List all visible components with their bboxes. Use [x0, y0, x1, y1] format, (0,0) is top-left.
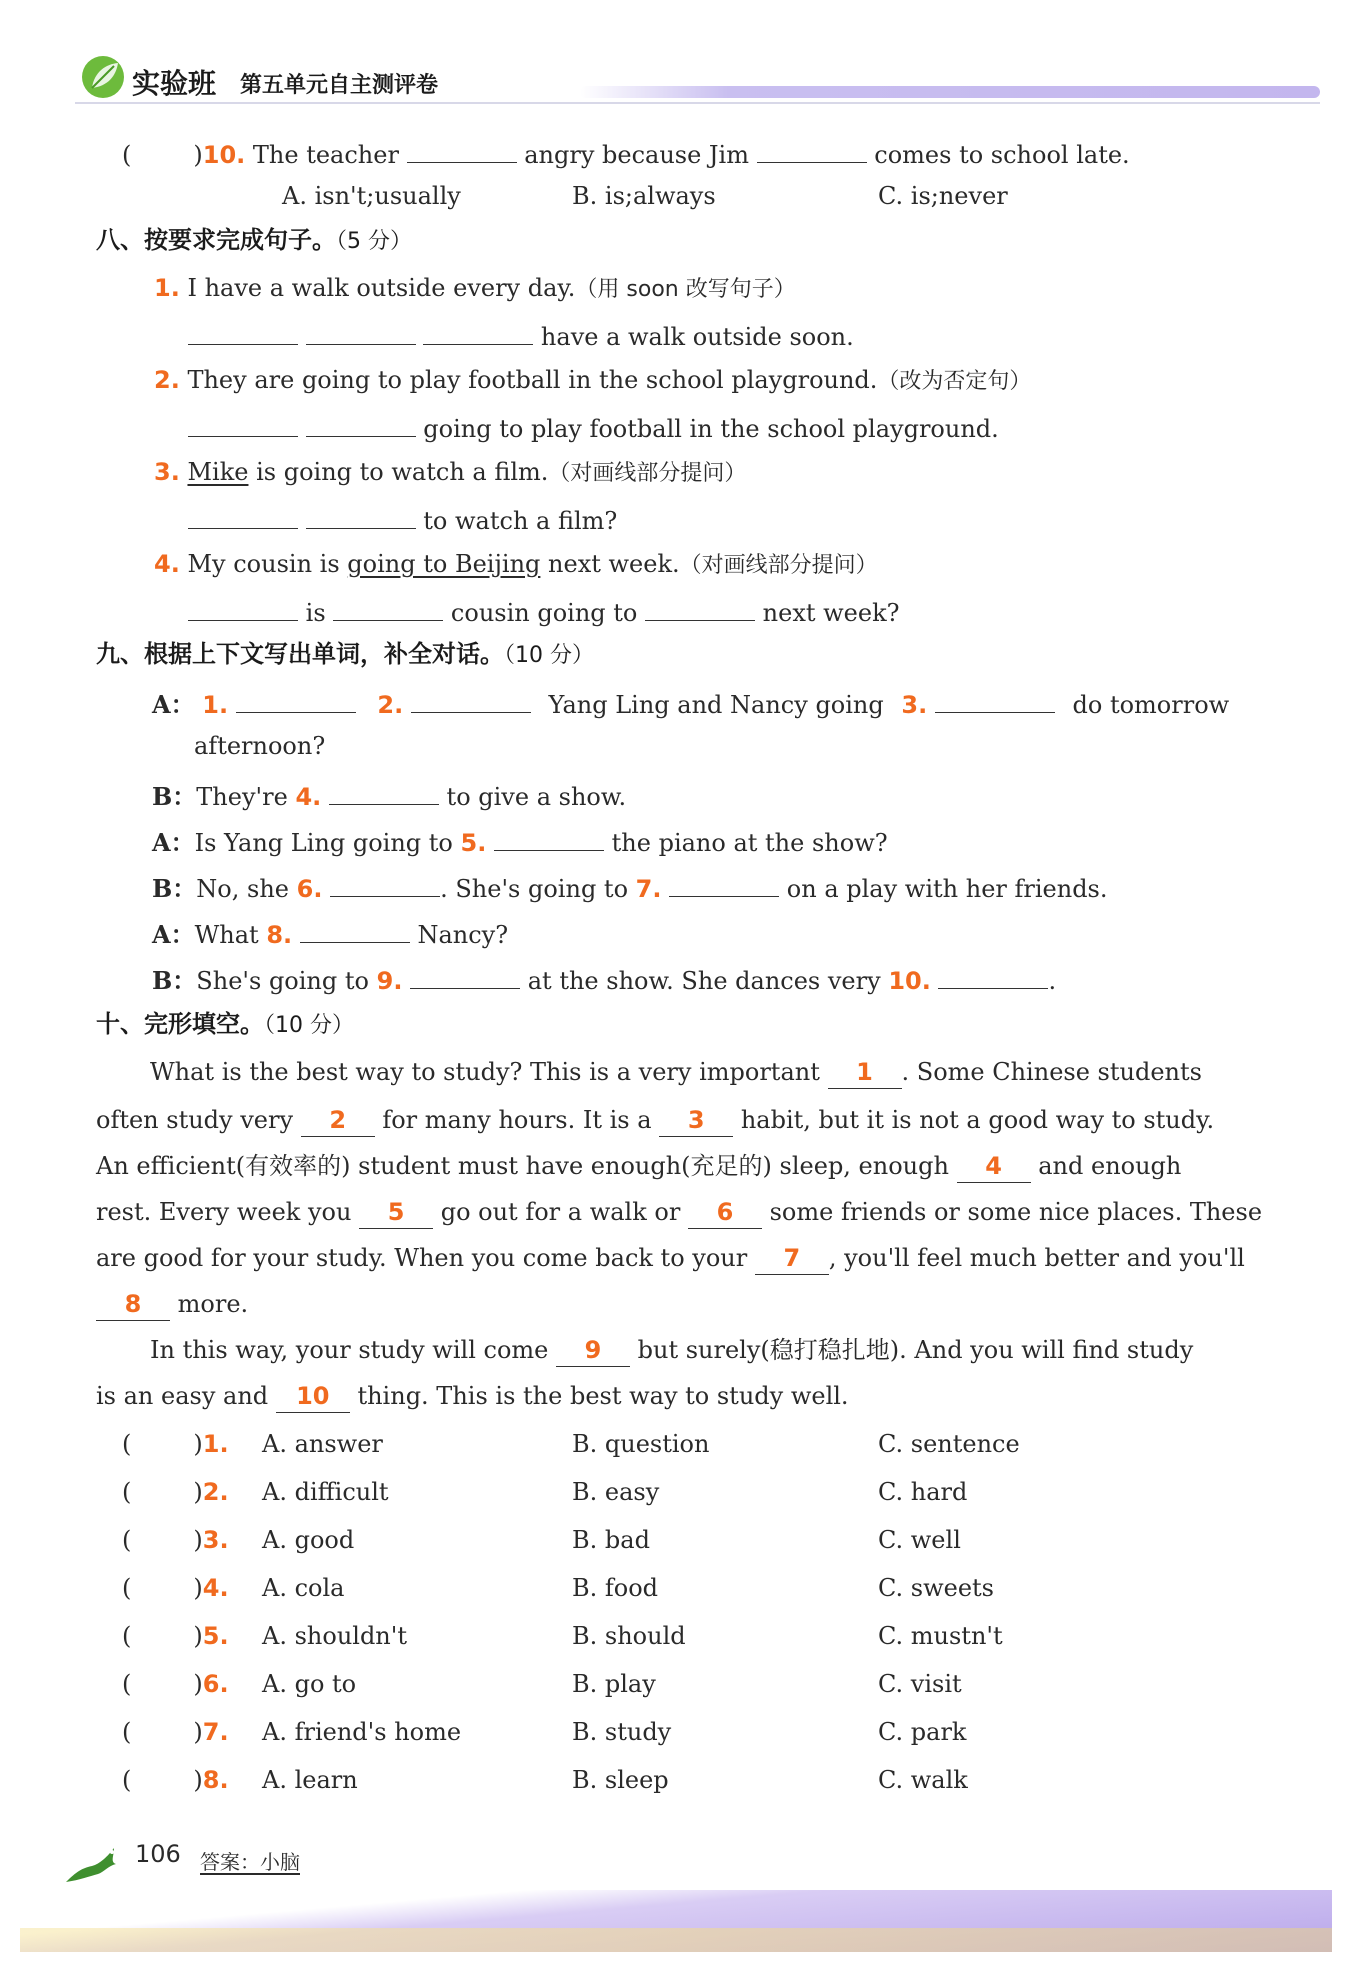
cloze-blank[interactable]: [688, 1196, 762, 1229]
cloze-line-1: [150, 1056, 1202, 1089]
cloze-blank[interactable]: [659, 1104, 733, 1137]
blank-number: 3.: [901, 691, 928, 719]
choice-number: 4.: [202, 1574, 229, 1602]
passage-text: often study very: [96, 1106, 294, 1134]
blank-number: 5.: [460, 829, 487, 857]
passage-text: What is the best way to study? This is a very important: [150, 1058, 820, 1086]
passage-text: for many hours. It is a: [382, 1106, 652, 1134]
cloze-line-7: [150, 1334, 1193, 1367]
cloze-blank[interactable]: [301, 1104, 375, 1137]
answer-blank[interactable]: [669, 870, 779, 897]
option-a[interactable]: A. go to: [262, 1670, 357, 1698]
passage-text: is an easy and: [96, 1382, 269, 1410]
item-number: 4.: [154, 550, 180, 578]
option-b[interactable]: B. should: [572, 1622, 686, 1650]
answer-blank[interactable]: [423, 318, 533, 345]
answer-blank[interactable]: [411, 686, 531, 713]
blank-number: 9: [584, 1336, 602, 1364]
dialog-text: Nancy?: [417, 921, 509, 949]
worksheet-page: [20, 0, 1332, 1975]
s8-item-1: [154, 272, 796, 306]
option-b[interactable]: B. study: [572, 1718, 672, 1746]
option-b[interactable]: B. question: [572, 1430, 710, 1458]
blank-number: 7.: [635, 875, 662, 903]
item-text: is going to watch a film.: [248, 458, 549, 486]
speaker-label: B：: [152, 874, 197, 903]
question-number: 10.: [202, 141, 246, 169]
passage-text: and enough: [1038, 1152, 1182, 1180]
dialog-text: the piano at the show?: [611, 829, 888, 857]
answer-blank[interactable]: [188, 502, 298, 529]
answer-blank[interactable]: [938, 962, 1048, 989]
choice-number: 3.: [202, 1526, 229, 1554]
stem-text: The teacher: [252, 141, 399, 169]
choice-row-1: ( )1.: [122, 1430, 229, 1458]
cloze-blank[interactable]: [276, 1380, 350, 1413]
dialog-line-4: [152, 870, 1108, 905]
option-c[interactable]: C. mustn't: [878, 1622, 1003, 1650]
question-10: [122, 136, 1130, 171]
dialog-line-1-cont: afternoon?: [194, 732, 326, 760]
dialog-text: to give a show.: [446, 783, 627, 811]
blank-number: 2: [329, 1106, 347, 1134]
cloze-blank[interactable]: [556, 1334, 630, 1367]
dialog-line-6: [152, 962, 1056, 997]
answer-blank[interactable]: [188, 594, 298, 621]
cloze-blank[interactable]: [96, 1288, 170, 1321]
page-number: 106: [135, 1840, 181, 1868]
blank-number: 10: [296, 1382, 330, 1410]
choice-row-3: ( )3.: [122, 1526, 229, 1554]
choice-number: 5.: [202, 1622, 229, 1650]
blank-number: 4.: [295, 783, 322, 811]
option-a: A. isn't;usually: [282, 182, 461, 210]
choice-row-7: ( )7.: [122, 1718, 229, 1746]
answer-word: cousin going to: [450, 599, 638, 627]
footer-decoration-stripe: [20, 1928, 1332, 1952]
passage-text: habit, but it is not a good way to study.: [740, 1106, 1215, 1134]
passage-text: rest. Every week you: [96, 1198, 352, 1226]
choice-number: 1.: [202, 1430, 229, 1458]
item-text: They are going to play football in the school playground.: [187, 366, 878, 394]
item-text: My cousin is: [187, 550, 348, 578]
answer-blank[interactable]: [306, 502, 416, 529]
option-a[interactable]: A. cola: [262, 1574, 345, 1602]
passage-text: are good for your study. When you come back to your: [96, 1244, 748, 1272]
blank-number: 3: [687, 1106, 705, 1134]
cloze-line-5: [96, 1242, 1245, 1275]
stem-text: angry because Jim: [524, 141, 749, 169]
section-score: （10 分）: [264, 1013, 354, 1038]
choice-row-8: ( )8.: [122, 1766, 229, 1794]
answer-blank[interactable]: [329, 778, 439, 805]
choice-row-2: ( )2.: [122, 1478, 229, 1506]
answer-blank[interactable]: [645, 594, 755, 621]
blank-number: 6.: [296, 875, 323, 903]
choice-row-6: ( )6.: [122, 1670, 229, 1698]
answer-blank[interactable]: [757, 136, 867, 163]
brand-title: 实验班: [132, 67, 217, 100]
blank-number: 5: [387, 1198, 405, 1226]
option-a[interactable]: A. good: [262, 1526, 355, 1554]
blank-number: 4: [985, 1152, 1002, 1180]
option-c[interactable]: C. hard: [878, 1478, 968, 1506]
blank-number: 8: [124, 1290, 142, 1318]
option-a[interactable]: A. learn: [262, 1766, 358, 1794]
passage-text: In this way, your study will come: [150, 1336, 549, 1364]
passage-text: An efficient(有效率的) student must have enough(充足的) sleep, enough: [96, 1152, 949, 1180]
answer-tail: to watch a film?: [423, 507, 618, 535]
dialog-line-2: [152, 778, 626, 813]
dialog-text: .: [1048, 967, 1057, 995]
cloze-blank[interactable]: [828, 1056, 902, 1089]
answer-word: is: [305, 599, 326, 627]
blank-number: 7: [783, 1244, 801, 1272]
option-c[interactable]: C. sweets: [878, 1574, 994, 1602]
option-b[interactable]: B. bad: [572, 1526, 650, 1554]
passage-text: some friends or some nice places. These: [769, 1198, 1263, 1226]
cloze-line-8: [96, 1380, 849, 1413]
option-b[interactable]: B. play: [572, 1670, 656, 1698]
choice-number: 8.: [202, 1766, 229, 1794]
choice-number: 2.: [202, 1478, 229, 1506]
answer-paren-close: ): [193, 141, 203, 169]
section-8-heading: [96, 224, 412, 258]
s8-item-4: [154, 548, 878, 582]
answer-blank[interactable]: [494, 824, 604, 851]
s8-item-2: [154, 364, 1031, 398]
item-number: 1.: [154, 274, 180, 302]
answer-blank[interactable]: [410, 962, 520, 989]
dialog-text: What: [194, 921, 259, 949]
option-c[interactable]: C. walk: [878, 1766, 968, 1794]
speaker-label: A：: [152, 828, 195, 857]
dialog-line-3: [152, 824, 888, 859]
cloze-line-4: [96, 1196, 1262, 1229]
passage-text: thing. This is the best way to study well.: [357, 1382, 849, 1410]
choice-number: 6.: [202, 1670, 229, 1698]
section-score: （5 分）: [336, 229, 412, 254]
option-a[interactable]: A. answer: [262, 1430, 383, 1458]
speaker-label: A：: [152, 920, 195, 949]
header-divider: [75, 102, 1320, 104]
passage-text: , you'll feel much better and you'll: [828, 1244, 1245, 1272]
answer-blank[interactable]: [236, 686, 356, 713]
dragon-mascot-icon: [62, 1842, 126, 1886]
option-b[interactable]: B. food: [572, 1574, 659, 1602]
item-number: 2.: [154, 366, 180, 394]
choice-row-4: ( )4.: [122, 1574, 229, 1602]
dialog-text: Is Yang Ling going to: [194, 829, 453, 857]
item-number: 3.: [154, 458, 180, 486]
answer-paren-open: (: [122, 141, 132, 169]
section-title: 十、完形填空。: [96, 1010, 264, 1038]
blank-number: 6: [716, 1198, 734, 1226]
s8-answer-3: [188, 502, 617, 537]
item-requirement: （用 soon 改写句子）: [575, 277, 796, 302]
cloze-blank[interactable]: [755, 1242, 829, 1275]
cloze-line-6: [96, 1288, 248, 1321]
dialog-text: Yang Ling and Nancy going: [548, 691, 884, 719]
dialog-text: at the show. She dances very: [527, 967, 881, 995]
blank-number: 1: [856, 1058, 873, 1086]
option-b: B. is;always: [572, 182, 716, 210]
answer-tail: have a walk outside soon.: [540, 323, 854, 351]
s8-answer-4: [188, 594, 900, 629]
unit-title: 第五单元自主测评卷: [240, 73, 439, 98]
item-requirement: （改为否定句）: [877, 369, 1032, 394]
dialog-text: . She's going to: [440, 875, 629, 903]
dialog-text: No, she: [196, 875, 289, 903]
section-10-heading: [96, 1008, 354, 1042]
option-c[interactable]: C. park: [878, 1718, 967, 1746]
passage-text: . Some Chinese students: [901, 1058, 1202, 1086]
option-c: C. is;never: [878, 182, 1008, 210]
dialog-line-5: [152, 916, 508, 951]
stem-text: comes to school late.: [874, 141, 1130, 169]
blank-number: 9.: [376, 967, 403, 995]
section-title: 九、根据上下文写出单词，补全对话。: [96, 640, 504, 668]
option-c[interactable]: C. sentence: [878, 1430, 1020, 1458]
section-title: 八、按要求完成句子。: [96, 226, 336, 254]
blank-number: 10.: [888, 967, 931, 995]
blank-number: 8.: [266, 921, 293, 949]
s8-answer-2: [188, 410, 999, 445]
s8-item-3: [154, 456, 746, 490]
option-a[interactable]: A. shouldn't: [262, 1622, 408, 1650]
answer-blank[interactable]: [935, 686, 1055, 713]
leaf-logo-icon: [80, 54, 126, 100]
answer-blank[interactable]: [300, 916, 410, 943]
blank-number: 2.: [377, 691, 404, 719]
cloze-line-3: [96, 1150, 1181, 1183]
dialog-text: They're: [196, 783, 288, 811]
speaker-label: B：: [152, 782, 197, 811]
option-a[interactable]: A. friend's home: [262, 1718, 462, 1746]
answer-blank[interactable]: [407, 136, 517, 163]
underlined-text: going to Beijing: [347, 550, 541, 578]
underlined-text: Mike: [187, 458, 249, 486]
choice-number: 7.: [202, 1718, 229, 1746]
answer-blank[interactable]: [188, 410, 298, 437]
dialog-text: do tomorrow: [1072, 691, 1230, 719]
answer-blank[interactable]: [333, 594, 443, 621]
blank-number: 1.: [202, 691, 229, 719]
answer-tail: going to play football in the school playground.: [423, 415, 999, 443]
answer-label: 答案：小脑: [200, 1850, 300, 1874]
option-a[interactable]: A. difficult: [262, 1478, 389, 1506]
passage-text: go out for a walk or: [440, 1198, 681, 1226]
dialog-text: on a play with her friends.: [786, 875, 1108, 903]
passage-text: but surely(稳打稳扎地). And you will find study: [637, 1336, 1194, 1364]
dialog-text: She's going to: [196, 967, 369, 995]
section-9-heading: [96, 638, 594, 672]
item-text: I have a walk outside every day.: [187, 274, 576, 302]
option-b[interactable]: B. sleep: [572, 1766, 669, 1794]
speaker-label: B：: [152, 966, 197, 995]
option-b[interactable]: B. easy: [572, 1478, 660, 1506]
answer-blank[interactable]: [188, 318, 298, 345]
option-c[interactable]: C. well: [878, 1526, 961, 1554]
cloze-line-2: [96, 1104, 1214, 1137]
speaker-label: A：: [152, 690, 195, 719]
passage-text: more.: [177, 1290, 249, 1318]
cloze-blank[interactable]: [359, 1196, 433, 1229]
item-requirement: （对画线部分提问）: [679, 553, 878, 578]
answer-blank[interactable]: [330, 870, 440, 897]
choice-row-5: ( )5.: [122, 1622, 229, 1650]
item-requirement: （对画线部分提问）: [548, 461, 747, 486]
option-c[interactable]: C. visit: [878, 1670, 962, 1698]
answer-word: next week?: [762, 599, 900, 627]
page-header: [20, 42, 1320, 112]
s8-answer-1: [188, 318, 854, 353]
section-score: （10 分）: [504, 643, 594, 668]
answer-blank[interactable]: [306, 410, 416, 437]
header-decoration-band: [580, 86, 1320, 98]
answer-blank[interactable]: [306, 318, 416, 345]
dialog-line-1: [152, 686, 1229, 721]
item-text: next week.: [540, 550, 680, 578]
cloze-blank[interactable]: [957, 1150, 1031, 1183]
